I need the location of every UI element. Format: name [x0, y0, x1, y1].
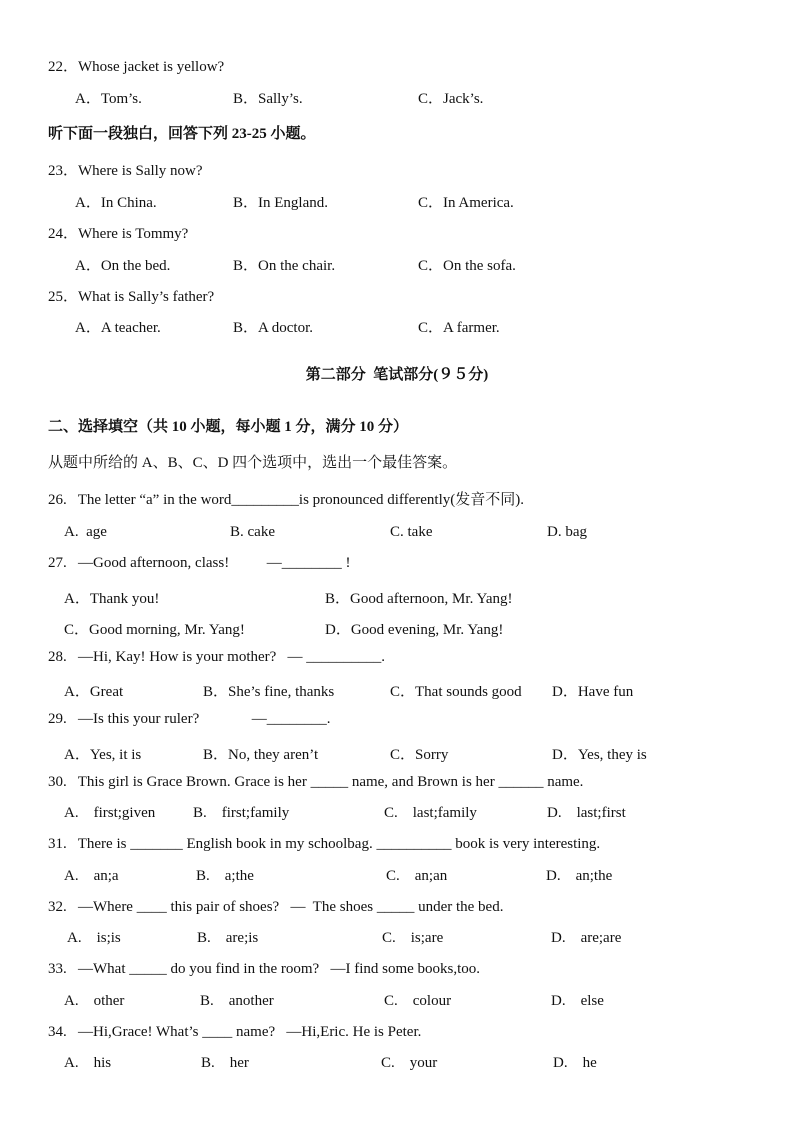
question-25: 25．What is Sally’s father?	[48, 289, 215, 305]
q31-option-b: B. a;the	[196, 868, 254, 884]
question-26: 26. The letter “a” in the word_________is pronounced differently(发音不同).	[48, 492, 524, 508]
q24-option-b: B．On the chair.	[233, 258, 336, 274]
q27-option-b: B．Good afternoon, Mr. Yang!	[325, 591, 513, 607]
q27-option-d: D．Good evening, Mr. Yang!	[325, 622, 504, 638]
q25-option-a: A．A teacher.	[75, 320, 161, 336]
q34-option-a: A. his	[64, 1055, 112, 1071]
question-31: 31. There is _______ English book in my schoolbag. __________ book is very interesting.	[48, 836, 601, 852]
q31-option-d: D. an;the	[546, 868, 613, 884]
q24-option-a: A．On the bed.	[75, 258, 171, 274]
monologue-instruction: 听下面一段独白，回答下列 23-25 小题。	[48, 126, 316, 142]
question-32: 32. —Where ____ this pair of shoes? — The shoes _____ under the bed.	[48, 899, 504, 915]
q29-option-a: A．Yes, it is	[64, 747, 142, 763]
q28-option-d: D．Have fun	[552, 684, 634, 700]
q23-option-c: C．In America.	[418, 195, 514, 211]
q27-option-c: C．Good morning, Mr. Yang!	[64, 622, 245, 638]
q28-option-b: B．She’s fine, thanks	[203, 684, 335, 700]
q26-option-d: D. bag	[547, 524, 587, 540]
q32-option-d: D. are;are	[551, 930, 622, 946]
question-33: 33. —What _____ do you find in the room? —I find some books,too.	[48, 961, 481, 977]
q33-option-a: A. other	[64, 993, 125, 1009]
question-23: 23．Where is Sally now?	[48, 163, 203, 179]
q34-option-b: B. her	[201, 1055, 249, 1071]
q26-option-b: B. cake	[230, 524, 275, 540]
q27-option-a: A．Thank you!	[64, 591, 160, 607]
q30-option-d: D. last;first	[547, 805, 626, 821]
q29-option-c: C．Sorry	[390, 747, 449, 763]
q22-option-a: A．Tom’s.	[75, 91, 142, 107]
q25-option-b: B．A doctor.	[233, 320, 314, 336]
q30-option-c: C. last;family	[384, 805, 477, 821]
q22-option-c: C．Jack’s.	[418, 91, 484, 107]
question-24: 24．Where is Tommy?	[48, 226, 189, 242]
q29-option-b: B．No, they aren’t	[203, 747, 319, 763]
part-two-title: 第二部分 笔试部分(９５分)	[305, 367, 489, 383]
q33-option-c: C. colour	[384, 993, 452, 1009]
q31-option-a: A. an;a	[64, 868, 119, 884]
question-29: 29. —Is this your ruler? —________.	[48, 711, 331, 727]
q33-option-d: D. else	[551, 993, 604, 1009]
q30-option-b: B. first;family	[193, 805, 290, 821]
q23-option-b: B．In England.	[233, 195, 328, 211]
question-28: 28. —Hi, Kay! How is your mother? — __________.	[48, 649, 386, 665]
q26-option-c: C. take	[390, 524, 433, 540]
question-27: 27. —Good afternoon, class! —________ !	[48, 555, 351, 571]
section-two-title: 二、选择填空（共 10 小题，每小题 1 分，满分 10 分）	[48, 419, 409, 435]
question-22: 22．Whose jacket is yellow?	[48, 59, 225, 75]
q28-option-a: A．Great	[64, 684, 124, 700]
q32-option-c: C. is;are	[382, 930, 444, 946]
q25-option-c: C．A farmer.	[418, 320, 500, 336]
q34-option-c: C. your	[381, 1055, 438, 1071]
question-30: 30. This girl is Grace Brown. Grace is her _____ name, and Brown is her ______ name.	[48, 774, 584, 790]
q30-option-a: A. first;given	[64, 805, 156, 821]
q31-option-c: C. an;an	[386, 868, 448, 884]
q26-option-a: A. age	[64, 524, 107, 540]
question-34: 34. —Hi,Grace! What’s ____ name? —Hi,Eric. He is Peter.	[48, 1024, 422, 1040]
q22-option-b: B．Sally’s.	[233, 91, 303, 107]
q23-option-a: A．In China.	[75, 195, 157, 211]
q34-option-d: D. he	[553, 1055, 597, 1071]
section-two-instruction: 从题中所给的 A、B、C、D 四个选项中，选出一个最佳答案。	[48, 455, 458, 471]
q32-option-a: A. is;is	[67, 930, 121, 946]
q33-option-b: B. another	[200, 993, 274, 1009]
q24-option-c: C．On the sofa.	[418, 258, 516, 274]
q32-option-b: B. are;is	[197, 930, 259, 946]
q29-option-d: D．Yes, they is	[552, 747, 647, 763]
q28-option-c: C．That sounds good	[390, 684, 522, 700]
